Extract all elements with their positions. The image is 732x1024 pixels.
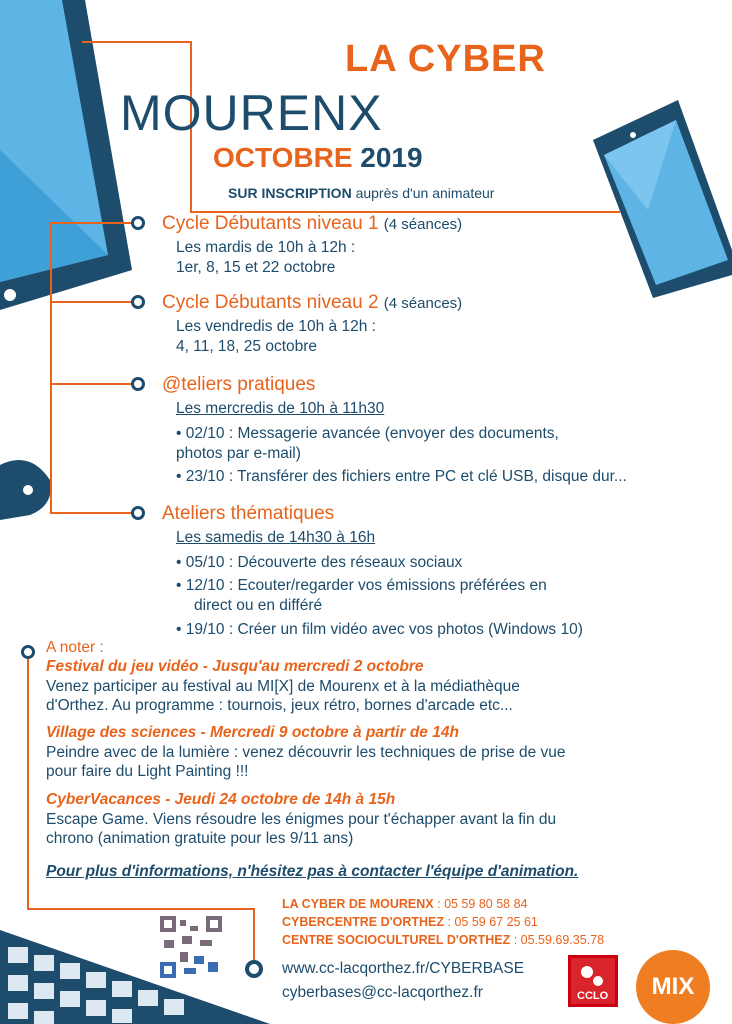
tablet-illustration [0,0,140,320]
section-line: 4, 11, 18, 25 octobre [176,338,318,355]
keyboard-illustration [0,915,270,1024]
event-line: Venez participer au festival au MI[X] de Mourenx et à la médiathèque [46,678,520,695]
event-line: Peindre avec de la lumière : venez découvrir les techniques de prise de vue [46,744,566,761]
section-note: (4 séances) [383,295,463,312]
bullet-circle-icon [131,377,145,391]
month: OCTOBRE [213,142,353,173]
cclo-text: CCLO [577,990,609,1002]
email-link[interactable]: cyberbases@cc-lacqorthez.fr [282,984,483,1001]
bullet-circle-icon [245,960,263,978]
phone-illustration [588,100,732,300]
city-title: MOURENX [120,85,383,141]
event-title: Festival du jeu vidéo - Jusqu'au mercredi 2 octobre [46,658,424,675]
section-note: (4 séances) [383,216,463,233]
bullet-circle-icon [131,216,145,230]
section-line: • 19/10 : Créer un film vidéo avec vos photos (Windows 10) [176,621,583,638]
notes-label: A noter : [46,639,104,656]
cclo-logo [568,955,618,1007]
bullet-circle-icon [131,506,145,520]
section-line: • 05/10 : Découverte des réseaux sociaux [176,554,463,571]
bullet-circle-icon [131,295,145,309]
event-line: chrono (animation gratuite pour les 9/11 ans) [46,830,354,847]
contact-phone: : 05 59 67 25 61 [447,915,538,929]
section-line: • 23/10 : Transférer des fichiers entre PC et clé USB, disque dur... [176,468,627,485]
event-title: CyberVacances - Jeudi 24 octobre de 14h à 15h [46,791,396,808]
section-line: Les mardis de 10h à 12h : [176,239,356,256]
section-line: 1er, 8, 15 et 22 octobre [176,259,336,276]
contact-item [282,933,604,947]
website-link[interactable]: www.cc-lacqorthez.fr/CYBERBASE [282,960,525,977]
inscription [228,185,494,201]
section-line: • 02/10 : Messagerie avancée (envoyer des documents, [176,425,559,442]
section-line: photos par e-mail) [176,445,301,462]
date-title [213,142,423,174]
section-line: direct ou en différé [194,597,323,614]
year: 2019 [360,142,423,173]
qr-code-icon [160,916,222,978]
event-title: Village des sciences - Mercredi 9 octobre à partir de 14h [46,724,459,741]
bullet-circle-icon [21,645,35,659]
brand-title: LA CYBER [345,38,546,80]
inscription-bold: SUR INSCRIPTION [228,185,352,201]
event-line: Escape Game. Viens résoudre les énigmes pour t'échapper avant la fin du [46,811,557,828]
contact-phone: : 05 59 80 58 84 [437,897,528,911]
contact-name: CENTRE SOCIOCULTUREL D'ORTHEZ [282,933,511,947]
section-subtitle: Les samedis de 14h30 à 16h [176,529,376,546]
event-line: pour faire du Light Painting !!! [46,763,249,780]
section-line: Les vendredis de 10h à 12h : [176,318,376,335]
event-line: d'Orthez. Au programme : tournois, jeux rétro, bornes d'arcade etc... [46,697,513,714]
contact-name: CYBERCENTRE D'ORTHEZ [282,915,445,929]
section-line: • 12/10 : Ecouter/regarder vos émissions préférées en [176,577,547,594]
section-name: Cycle Débutants niveau 1 [162,213,379,234]
contact-item [282,897,527,911]
contact-phone: : 05.59.69.35.78 [513,933,605,947]
mix-logo: MIX [636,950,710,1024]
contact-item [282,915,538,929]
section-title [162,213,462,235]
section-title: @teliers pratiques [162,374,316,395]
section-title: Ateliers thématiques [162,503,335,524]
section-title [162,292,462,314]
contact-name: LA CYBER DE MOURENX [282,897,434,911]
section-name: Cycle Débutants niveau 2 [162,292,379,313]
contact-line: Pour plus d'informations, n'hésitez pas à contacter l'équipe d'animation. [46,863,579,880]
section-subtitle: Les mercredis de 10h à 11h30 [176,400,385,417]
inscription-rest: auprès d'un animateur [355,185,495,201]
